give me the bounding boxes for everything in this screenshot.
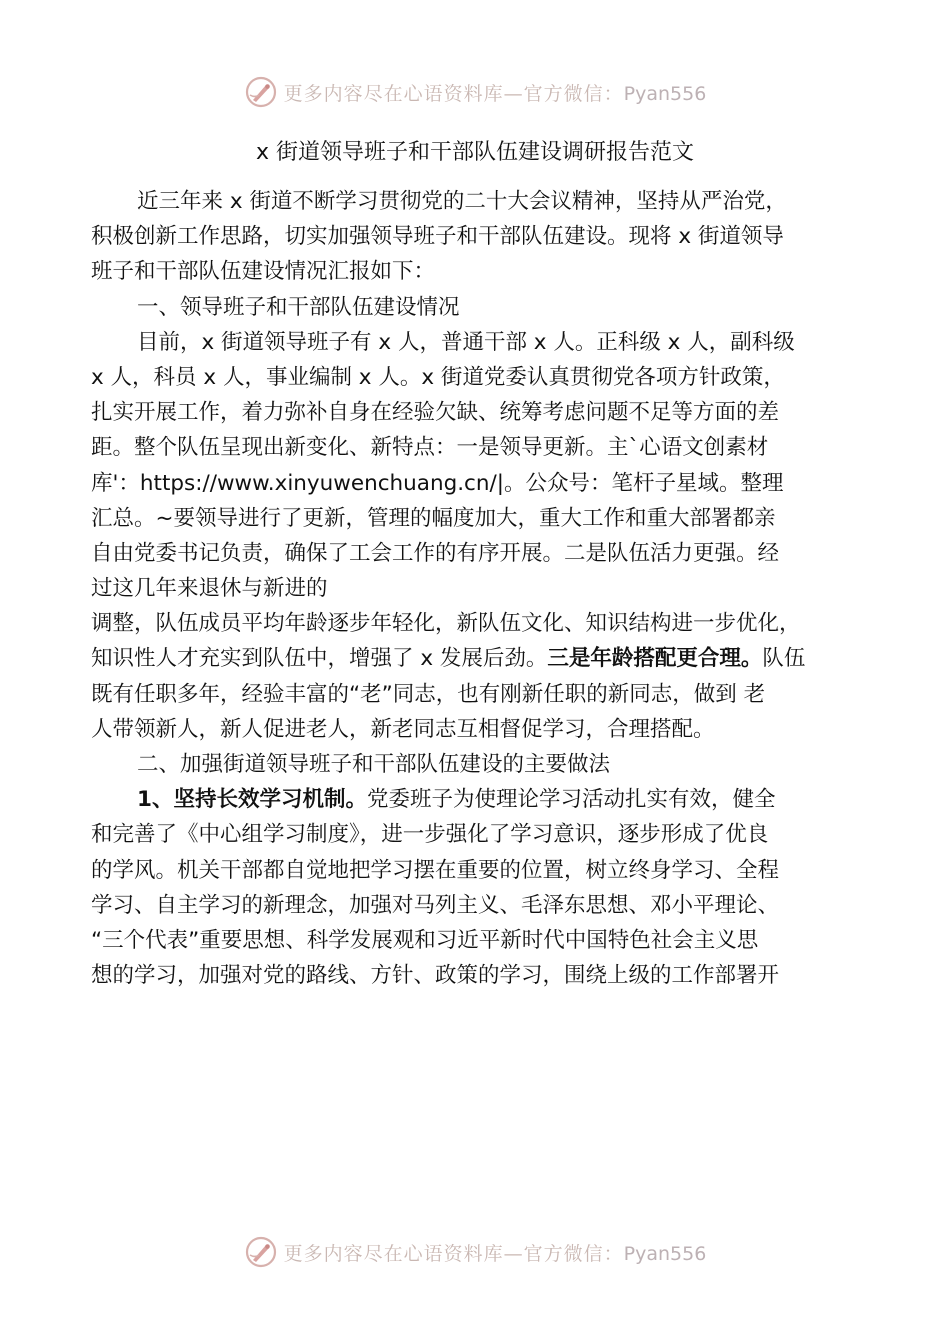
watermark-handle: Pyan556 [623,1242,707,1265]
paragraph-2-line-12: 人带领新人，新人促进老人，新老同志互相督促学习，合理搭配。 [91,716,715,742]
paragraph-2-line-10-text: 知识性人才充实到队伍中，增强了 x 发展后劲。 [91,646,548,672]
watermark-handle: Pyan556 [623,82,707,105]
paragraph-3-line-1 [91,782,881,817]
paragraph-2-line-1: 目前，x 街道领导班子有 x 人，普通干部 x 人。正科级 x 人，副科级 [137,329,795,355]
watermark-text: 更多内容尽在心语资料库—官方微信：Pyan556 [283,82,707,105]
paragraph-2-line-10-tail: 队伍 [762,646,806,672]
paragraph-3-line-6: 想的学习，加强对党的路线、方针、政策的学习，围绕上级的工作部署开 [91,963,780,989]
watermark-banner-bottom [0,1232,950,1272]
paragraph-3-line-3: 的学风。机关干部都自觉地把学习摆在重要的位置，树立终身学习、全程 [91,857,780,883]
watermark-text: 更多内容尽在心语资料库—官方微信：Pyan556 [283,1242,707,1265]
paragraph-2-line-11: 既有任职多年，经验丰富的“老”同志，也有刚新任职的新同志，做到 老 [91,681,766,707]
paragraph-3-line-4: 学习、自主学习的新理念，加强对马列主义、毛泽东思想、邓小平理论、 [91,892,780,918]
document-title: x 街道领导班子和干部队伍建设调研报告范文 [255,140,694,165]
paragraph-3-line-1-text: 党委班子为使理论学习活动扎实有效，健全 [366,787,776,813]
paragraph-2-line-7: 自由党委书记负责，确保了工会工作的有序开展。二是队伍活力更强。经 [91,540,780,566]
paragraph-1-line-3: 班子和干部队伍建设情况汇报如下： [91,259,436,285]
paragraph-3-line-5: “三个代表”重要思想、科学发展观和习近平新时代中国特色社会主义思 [91,927,759,953]
paragraph-1-line-2: 积极创新工作思路，切实加强领导班子和干部队伍建设。现将 x 街道领导 [91,224,784,250]
paragraph-2-line-5: 库'：https://www.xinyuwenchuang.cn/|。公众号：笔杆子星域。整理 [91,470,784,496]
paragraph-2-line-8: 过这几年来退休与新进的 [91,576,328,602]
paragraph-2-line-10 [91,641,881,676]
paragraph-3-line-2: 和完善了《中心组学习制度》，进一步强化了学习意识，逐步形成了优良 [91,822,769,848]
paragraph-2-line-9: 调整，队伍成员平均年龄逐步年轻化，新队伍文化、知识结构进一步优化， [91,611,801,637]
pen-nib-logo-icon [244,75,278,109]
bold-subheading-study-mechanism: 1、坚持长效学习机制。 [137,787,367,813]
section-heading-1: 一、领导班子和干部队伍建设情况 [137,294,460,320]
watermark-banner-top [0,72,950,112]
pen-nib-logo-icon [244,1235,278,1269]
paragraph-2-line-3: 扎实开展工作，着力弥补自身在经验欠缺、统筹考虑问题不足等方面的差 [91,400,780,426]
document-body [91,184,881,993]
paragraph-1-line-1: 近三年来 x 街道不断学习贯彻党的二十大会议精神，坚持从严治党， [137,189,787,214]
paragraph-2-line-2: x 人，科员 x 人，事业编制 x 人。x 街道党委认真贯彻党各项方针政策， [91,364,785,390]
paragraph-2-line-4: 距。整个队伍呈现出新变化、新特点：一是领导更新。主`心语文创素材 [91,435,769,461]
bold-highlight-age-mix: 三是年龄搭配更合理。 [547,646,763,672]
section-heading-2: 二、加强街道领导班子和干部队伍建设的主要做法 [137,752,611,777]
paragraph-2-line-6: 汇总。~要领导进行了更新，管理的幅度加大，重大工作和重大部署都亲 [91,505,776,531]
